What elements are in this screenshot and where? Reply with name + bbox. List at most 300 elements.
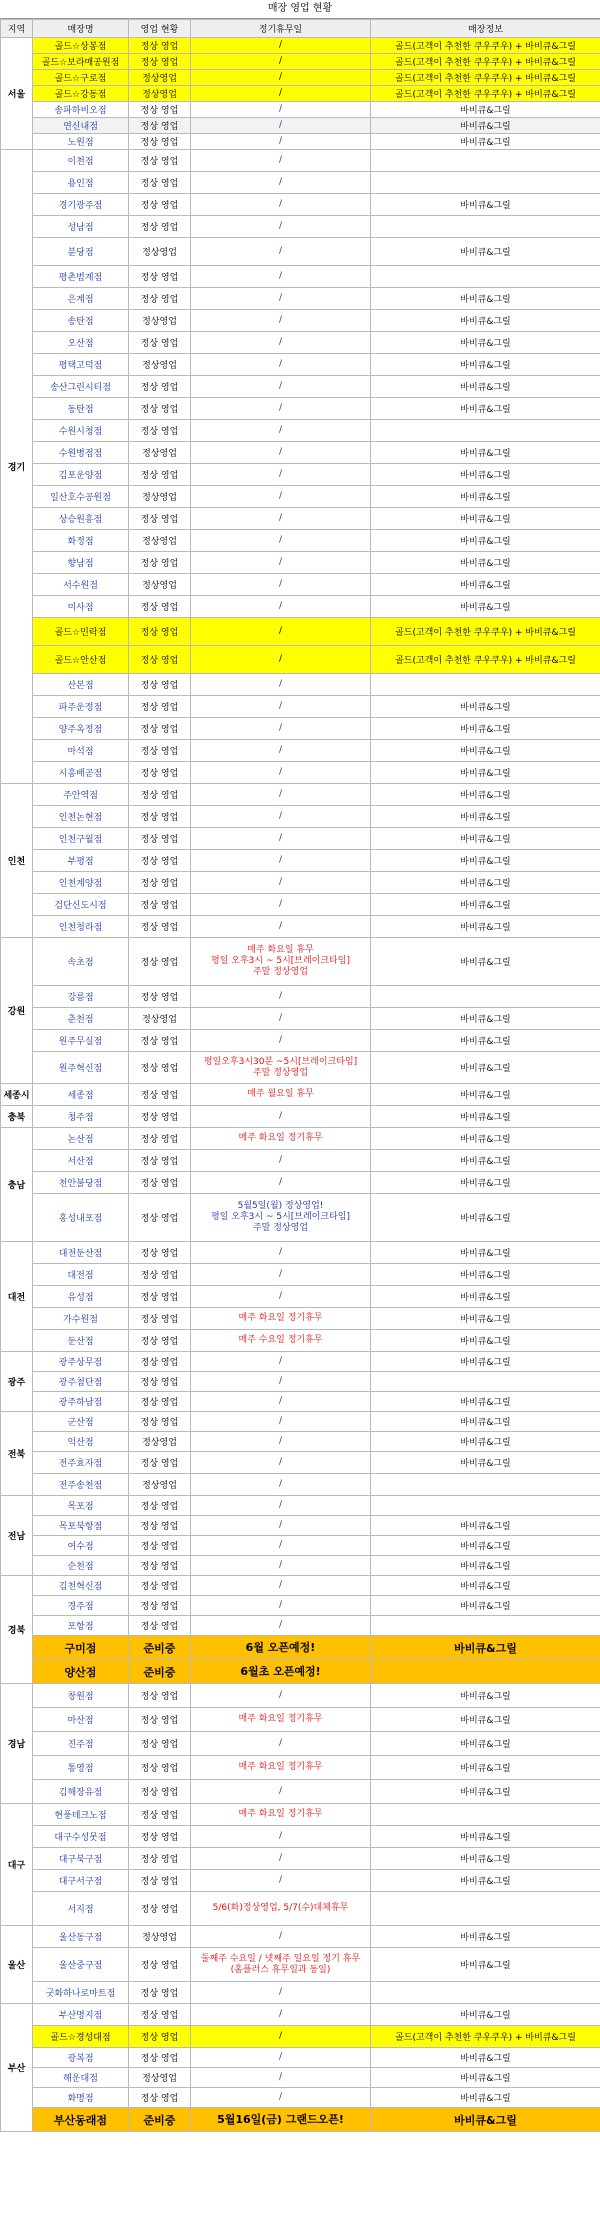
business-status: 정상 영업 <box>129 1780 191 1804</box>
business-status: 정상 영업 <box>129 1870 191 1892</box>
regular-holiday: / <box>191 1106 371 1128</box>
store-info: 바비큐&그릴 <box>371 574 600 596</box>
business-status: 정상 영업 <box>129 1576 191 1596</box>
business-status: 정상 영업 <box>129 1826 191 1848</box>
store-name: 부평점 <box>33 850 129 872</box>
business-status: 정상 영업 <box>129 1030 191 1052</box>
store-info: 바비큐&그릴 <box>371 134 600 150</box>
regular-holiday: 5월16일(금) 그랜드오픈! <box>191 2108 371 2132</box>
store-name: 오산점 <box>33 332 129 354</box>
store-name: 양주옥정점 <box>33 718 129 740</box>
business-status: 정상 영업 <box>129 1596 191 1616</box>
business-status: 정상 영업 <box>129 1412 191 1432</box>
table-row <box>1 102 600 118</box>
business-status: 정상 영업 <box>129 216 191 238</box>
store-name: 연신내점 <box>33 118 129 134</box>
store-info: 바비큐&그릴 <box>371 696 600 718</box>
business-status: 정상 영업 <box>129 894 191 916</box>
table-row <box>1 1432 600 1452</box>
store-name: 송산그린시티점 <box>33 376 129 398</box>
store-name: 세종점 <box>33 1084 129 1106</box>
store-name: 춘천점 <box>33 1008 129 1030</box>
table-row <box>1 464 600 486</box>
regular-holiday: / <box>191 354 371 376</box>
table-row <box>1 1982 600 2004</box>
table-row <box>1 1636 600 1660</box>
regular-holiday: / <box>191 1242 371 1264</box>
store-info: 바비큐&그릴 <box>371 740 600 762</box>
table-row <box>1 1576 600 1596</box>
regular-holiday: / <box>191 1870 371 1892</box>
business-status: 정상 영업 <box>129 916 191 938</box>
store-info <box>371 674 600 696</box>
table-row <box>1 266 600 288</box>
business-status: 정상 영업 <box>129 420 191 442</box>
header-region: 지역 <box>1 20 33 38</box>
store-info: 바비큐&그릴 <box>371 1106 600 1128</box>
region-label: 세종시 <box>1 1084 33 1106</box>
store-info: 골드(고객이 추천한 쿠우쿠우) + 바비큐&그릴 <box>371 70 600 86</box>
business-status: 정상 영업 <box>129 1286 191 1308</box>
business-status: 정상 영업 <box>129 618 191 646</box>
store-name: 굿화하나로마트점 <box>33 1982 129 2004</box>
store-info: 바비큐&그릴 <box>371 2068 600 2088</box>
store-name: 포항점 <box>33 1616 129 1636</box>
business-status: 정상영업 <box>129 442 191 464</box>
table-row <box>1 54 600 70</box>
table-row <box>1 288 600 310</box>
table-row <box>1 216 600 238</box>
table-row <box>1 718 600 740</box>
regular-holiday: / <box>191 102 371 118</box>
regular-holiday: 매주 화요일 정기휴무 <box>191 1308 371 1330</box>
business-status: 준비중 <box>129 2108 191 2132</box>
business-status: 정상 영업 <box>129 762 191 784</box>
table-row <box>1 1848 600 1870</box>
regular-holiday: / <box>191 740 371 762</box>
store-info: 바비큐&그릴 <box>371 1030 600 1052</box>
business-status: 정상 영업 <box>129 2048 191 2068</box>
store-info: 바비큐&그릴 <box>371 238 600 266</box>
regular-holiday: 5/6(화)정상영업, 5/7(수)대체휴무 <box>191 1892 371 1926</box>
regular-holiday: / <box>191 1536 371 1556</box>
business-status: 정상 영업 <box>129 2004 191 2026</box>
table-row <box>1 1536 600 1556</box>
store-name: 인천구월점 <box>33 828 129 850</box>
store-name: 산본점 <box>33 674 129 696</box>
regular-holiday: / <box>191 1576 371 1596</box>
store-name: 현풍테크노점 <box>33 1804 129 1826</box>
regular-holiday: / <box>191 1412 371 1432</box>
store-name: 가수원점 <box>33 1308 129 1330</box>
business-status: 정상 영업 <box>129 1352 191 1372</box>
table-row <box>1 86 600 102</box>
business-status: 정상 영업 <box>129 596 191 618</box>
table-row <box>1 1242 600 1264</box>
store-name: 인천논현점 <box>33 806 129 828</box>
regular-holiday: / <box>191 2048 371 2068</box>
store-info: 바비큐&그릴 <box>371 1128 600 1150</box>
business-status: 정상 영업 <box>129 1106 191 1128</box>
store-name: 원주혁신점 <box>33 1052 129 1084</box>
table-row <box>1 134 600 150</box>
table-row <box>1 118 600 134</box>
store-info: 바비큐&그릴 <box>371 2004 600 2026</box>
store-name: 논산점 <box>33 1128 129 1150</box>
business-status: 정상영업 <box>129 2068 191 2088</box>
table-row <box>1 2004 600 2026</box>
store-info: 바비큐&그릴 <box>371 872 600 894</box>
table-row <box>1 674 600 696</box>
regular-holiday: / <box>191 86 371 102</box>
store-info: 바비큐&그릴 <box>371 1452 600 1474</box>
region-label: 전남 <box>1 1496 33 1576</box>
business-status: 정상 영업 <box>129 1084 191 1106</box>
store-name: 검단신도시점 <box>33 894 129 916</box>
regular-holiday: / <box>191 806 371 828</box>
business-status: 정상 영업 <box>129 1194 191 1242</box>
business-status: 정상 영업 <box>129 806 191 828</box>
store-info: 바비큐&그릴 <box>371 1392 600 1412</box>
regular-holiday: / <box>191 70 371 86</box>
regular-holiday: / <box>191 850 371 872</box>
store-info: 바비큐&그릴 <box>371 1432 600 1452</box>
regular-holiday: / <box>191 172 371 194</box>
store-name: 골드☆구로점 <box>33 70 129 86</box>
table-row <box>1 1516 600 1536</box>
store-name: 송탄점 <box>33 310 129 332</box>
business-status: 정상 영업 <box>129 1172 191 1194</box>
store-name: 골드☆안산점 <box>33 646 129 674</box>
store-info: 바비큐&그릴 <box>371 194 600 216</box>
store-info: 바비큐&그릴 <box>371 486 600 508</box>
regular-holiday: / <box>191 1150 371 1172</box>
business-status: 정상영업 <box>129 354 191 376</box>
business-status: 정상 영업 <box>129 1684 191 1708</box>
store-info: 바비큐&그릴 <box>371 1052 600 1084</box>
business-status: 정상 영업 <box>129 1982 191 2004</box>
regular-holiday: / <box>191 508 371 530</box>
table-row <box>1 696 600 718</box>
header-info: 매장정보 <box>371 20 600 38</box>
regular-holiday: 매주 화요일 정기휴무 <box>191 1708 371 1732</box>
store-info: 바비큐&그릴 <box>371 332 600 354</box>
regular-holiday: 매주 화요일 정기휴무 <box>191 1756 371 1780</box>
regular-holiday: / <box>191 1392 371 1412</box>
business-status: 정상 영업 <box>129 850 191 872</box>
region-label: 대구 <box>1 1804 33 1926</box>
store-name: 울산중구점 <box>33 1948 129 1982</box>
region-label: 경북 <box>1 1576 33 1684</box>
business-status: 정상영업 <box>129 86 191 102</box>
store-info: 바비큐&그릴 <box>371 354 600 376</box>
store-name: 원주무실점 <box>33 1030 129 1052</box>
store-name: 속초점 <box>33 938 129 986</box>
regular-holiday: / <box>191 420 371 442</box>
regular-holiday: / <box>191 762 371 784</box>
store-name: 유성점 <box>33 1286 129 1308</box>
table-row <box>1 784 600 806</box>
region-label: 충북 <box>1 1106 33 1128</box>
store-info: 바비큐&그릴 <box>371 1708 600 1732</box>
regular-holiday: / <box>191 150 371 172</box>
store-info: 바비큐&그릴 <box>371 1756 600 1780</box>
business-status: 정상영업 <box>129 70 191 86</box>
table-row <box>1 310 600 332</box>
store-info: 골드(고객이 추천한 쿠우쿠우) + 바비큐&그릴 <box>371 618 600 646</box>
store-info: 골드(고객이 추천한 쿠우쿠우) + 바비큐&그릴 <box>371 54 600 70</box>
regular-holiday: / <box>191 1556 371 1576</box>
store-info: 바비큐&그릴 <box>371 916 600 938</box>
header-store: 매장명 <box>33 20 129 38</box>
store-info: 바비큐&그릴 <box>371 938 600 986</box>
store-info <box>371 266 600 288</box>
table-row <box>1 70 600 86</box>
store-name: 화정점 <box>33 530 129 552</box>
store-info: 바비큐&그릴 <box>371 1684 600 1708</box>
business-status: 정상 영업 <box>129 54 191 70</box>
store-name: 화명점 <box>33 2088 129 2108</box>
regular-holiday: / <box>191 1684 371 1708</box>
store-info: 바비큐&그릴 <box>371 1948 600 1982</box>
table-row <box>1 1052 600 1084</box>
table-row <box>1 420 600 442</box>
store-info <box>371 420 600 442</box>
store-info: 바비큐&그릴 <box>371 102 600 118</box>
business-status: 정상 영업 <box>129 1756 191 1780</box>
store-name: 둔산점 <box>33 1330 129 1352</box>
business-status: 정상 영업 <box>129 718 191 740</box>
regular-holiday: / <box>191 238 371 266</box>
business-status: 정상 영업 <box>129 1948 191 1982</box>
business-status: 정상 영업 <box>129 1330 191 1352</box>
store-name: 은계점 <box>33 288 129 310</box>
regular-holiday: / <box>191 1516 371 1536</box>
business-status: 정상 영업 <box>129 1372 191 1392</box>
business-status: 정상 영업 <box>129 508 191 530</box>
store-name: 주안역점 <box>33 784 129 806</box>
store-info <box>371 1804 600 1826</box>
region-label: 충남 <box>1 1128 33 1242</box>
store-info: 골드(고객이 추천한 쿠우쿠우) + 바비큐&그릴 <box>371 86 600 102</box>
table-row <box>1 1412 600 1432</box>
business-status: 정상 영업 <box>129 102 191 118</box>
store-name: 광복점 <box>33 2048 129 2068</box>
table-row <box>1 1684 600 1708</box>
table-row <box>1 1352 600 1372</box>
table-row <box>1 938 600 986</box>
table-row <box>1 1756 600 1780</box>
table-row <box>1 486 600 508</box>
table-row <box>1 1892 600 1926</box>
table-row <box>1 1392 600 1412</box>
regular-holiday: / <box>191 916 371 938</box>
table-row <box>1 986 600 1008</box>
store-info: 바비큐&그릴 <box>371 1286 600 1308</box>
store-name: 창원점 <box>33 1684 129 1708</box>
business-status: 정상 영업 <box>129 828 191 850</box>
business-status: 정상 영업 <box>129 266 191 288</box>
regular-holiday: / <box>191 134 371 150</box>
regular-holiday: / <box>191 194 371 216</box>
table-row <box>1 1926 600 1948</box>
store-info: 바비큐&그릴 <box>371 442 600 464</box>
regular-holiday: / <box>191 266 371 288</box>
store-name: 부산동래점 <box>33 2108 129 2132</box>
page-title: 매장 영업 현황 <box>0 0 600 19</box>
business-status: 정상 영업 <box>129 1150 191 1172</box>
regular-holiday: / <box>191 54 371 70</box>
regular-holiday: 평일오후3시30분 ~5시[브레이크타임] 주말 정상영업 <box>191 1052 371 1084</box>
store-info: 골드(고객이 추천한 쿠우쿠우) + 바비큐&그릴 <box>371 38 600 54</box>
store-info: 바비큐&그릴 <box>371 1576 600 1596</box>
table-row <box>1 1106 600 1128</box>
store-name: 청주점 <box>33 1106 129 1128</box>
store-name: 성남점 <box>33 216 129 238</box>
store-info <box>371 1982 600 2004</box>
regular-holiday: / <box>191 872 371 894</box>
table-row <box>1 1008 600 1030</box>
regular-holiday: / <box>191 1780 371 1804</box>
store-info: 바비큐&그릴 <box>371 464 600 486</box>
business-status: 정상 영업 <box>129 1848 191 1870</box>
business-status: 정상 영업 <box>129 674 191 696</box>
store-name: 김해장유점 <box>33 1780 129 1804</box>
store-info: 바비큐&그릴 <box>371 1536 600 1556</box>
regular-holiday: / <box>191 442 371 464</box>
store-name: 평택고덕점 <box>33 354 129 376</box>
business-status: 정상 영업 <box>129 172 191 194</box>
store-info: 바비큐&그릴 <box>371 1596 600 1616</box>
table-row <box>1 1708 600 1732</box>
business-status: 정상 영업 <box>129 1536 191 1556</box>
store-name: 파주운정점 <box>33 696 129 718</box>
table-row <box>1 1030 600 1052</box>
table-row <box>1 442 600 464</box>
regular-holiday: / <box>191 464 371 486</box>
regular-holiday: / <box>191 696 371 718</box>
store-info: 바비큐&그릴 <box>371 1172 600 1194</box>
store-info <box>371 1474 600 1496</box>
store-info: 바비큐&그릴 <box>371 1848 600 1870</box>
business-status: 정상 영업 <box>129 646 191 674</box>
region-label: 서울 <box>1 38 33 150</box>
table-row <box>1 828 600 850</box>
table-row <box>1 1286 600 1308</box>
business-status: 정상영업 <box>129 1432 191 1452</box>
store-info: 바비큐&그릴 <box>371 1352 600 1372</box>
store-name: 이천점 <box>33 150 129 172</box>
table-row <box>1 376 600 398</box>
store-name: 대구수성못점 <box>33 1826 129 1848</box>
store-info: 골드(고객이 추천한 쿠우쿠우) + 바비큐&그릴 <box>371 646 600 674</box>
store-info: 바비큐&그릴 <box>371 1412 600 1432</box>
business-status: 정상 영업 <box>129 938 191 986</box>
table-row <box>1 1308 600 1330</box>
table-row <box>1 38 600 54</box>
regular-holiday: / <box>191 1982 371 2004</box>
store-name: 동탄점 <box>33 398 129 420</box>
table-row <box>1 894 600 916</box>
store-name: 향남점 <box>33 552 129 574</box>
store-name: 해운대점 <box>33 2068 129 2088</box>
store-info: 바비큐&그릴 <box>371 1084 600 1106</box>
store-info: 바비큐&그릴 <box>371 828 600 850</box>
store-info: 바비큐&그릴 <box>371 1732 600 1756</box>
regular-holiday: / <box>191 596 371 618</box>
table-row <box>1 740 600 762</box>
region-label: 전북 <box>1 1412 33 1496</box>
store-name: 김포운양점 <box>33 464 129 486</box>
store-info: 바비큐&그릴 <box>371 2108 600 2132</box>
business-status: 정상 영업 <box>129 1242 191 1264</box>
store-name: 대구서구점 <box>33 1870 129 1892</box>
regular-holiday: / <box>191 530 371 552</box>
business-status: 정상 영업 <box>129 150 191 172</box>
table-row <box>1 1780 600 1804</box>
region-label: 인천 <box>1 784 33 938</box>
table-row <box>1 508 600 530</box>
store-name: 수원시청점 <box>33 420 129 442</box>
business-status: 정상 영업 <box>129 1308 191 1330</box>
business-status: 정상영업 <box>129 530 191 552</box>
business-status: 정상 영업 <box>129 1708 191 1732</box>
store-name: 대전둔산점 <box>33 1242 129 1264</box>
table-row <box>1 194 600 216</box>
store-info: 바비큐&그릴 <box>371 762 600 784</box>
store-name: 인천계양점 <box>33 872 129 894</box>
table-row <box>1 2026 600 2048</box>
store-info <box>371 1496 600 1516</box>
store-info: 바비큐&그릴 <box>371 288 600 310</box>
store-name: 군산점 <box>33 1412 129 1432</box>
store-name: 광주상무점 <box>33 1352 129 1372</box>
table-row <box>1 1870 600 1892</box>
regular-holiday: / <box>191 38 371 54</box>
business-status: 정상 영업 <box>129 1732 191 1756</box>
business-status: 정상 영업 <box>129 552 191 574</box>
regular-holiday: 둘째주 수요일 / 넷째주 일요일 정기 휴무 (홈플러스 휴무일과 동일) <box>191 1948 371 1982</box>
table-body <box>1 38 600 2132</box>
table-row <box>1 2108 600 2132</box>
store-info: 바비큐&그릴 <box>371 850 600 872</box>
regular-holiday: / <box>191 618 371 646</box>
region-label: 광주 <box>1 1352 33 1412</box>
table-row <box>1 2088 600 2108</box>
regular-holiday: / <box>191 1848 371 1870</box>
table-row <box>1 2068 600 2088</box>
store-name: 수원병점점 <box>33 442 129 464</box>
store-name: 노원점 <box>33 134 129 150</box>
business-status: 정상 영업 <box>129 1556 191 1576</box>
store-info: 바비큐&그릴 <box>371 1516 600 1536</box>
table-row <box>1 1804 600 1826</box>
table-row <box>1 2048 600 2068</box>
store-info: 바비큐&그릴 <box>371 118 600 134</box>
store-name: 여수점 <box>33 1536 129 1556</box>
business-status: 정상 영업 <box>129 332 191 354</box>
store-name: 인천청라점 <box>33 916 129 938</box>
regular-holiday: / <box>191 894 371 916</box>
regular-holiday: / <box>191 486 371 508</box>
business-status: 정상 영업 <box>129 1052 191 1084</box>
store-info: 바비큐&그릴 <box>371 1150 600 1172</box>
table-row <box>1 1128 600 1150</box>
regular-holiday: / <box>191 216 371 238</box>
business-status: 정상 영업 <box>129 134 191 150</box>
table-row <box>1 1496 600 1516</box>
business-status: 정상 영업 <box>129 38 191 54</box>
